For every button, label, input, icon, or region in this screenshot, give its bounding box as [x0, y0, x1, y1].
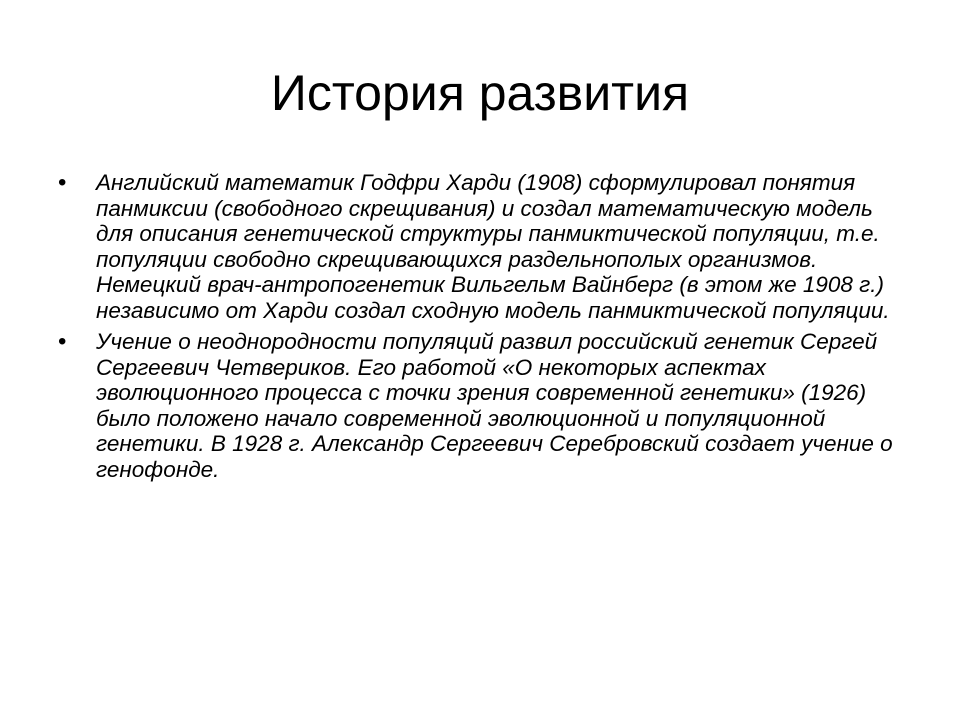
- bullet-list: [58, 170, 908, 488]
- bullet-text-hardy-weinberg: Английский математик Годфри Харди (1908) сформулировал понятия панмиксии (свободного скрещивания) и создал математическую модель для описания генетической структуры панмиктической популяции, т.е. популяции свободно скрещивающихся раздельнополых организмов. Немецкий врач-антропогенетик Вильгельм Вайнберг (в этом же 1908 г.) независимо от Харди создал сходную модель панмиктической популяции.: [96, 170, 890, 323]
- bullet-marker: •: [58, 169, 67, 196]
- bullet-text-chetverikov: Учение о неоднородности популяций развил российский генетик Сергей Сергеевич Четвериков. Его работой «О некоторых аспектах эволюционного процесса с точки зрения современной генетики» (1926) было положено начало современной эволюционной и популяционной генетики. В 1928 г. Александр Сергеевич Серебровский создает учение о генофонде.: [96, 329, 893, 482]
- slide-title: История развития: [270, 65, 690, 121]
- bullet-item-2: [58, 329, 908, 482]
- bullet-item-1: [58, 170, 908, 323]
- bullet-marker: •: [58, 328, 67, 355]
